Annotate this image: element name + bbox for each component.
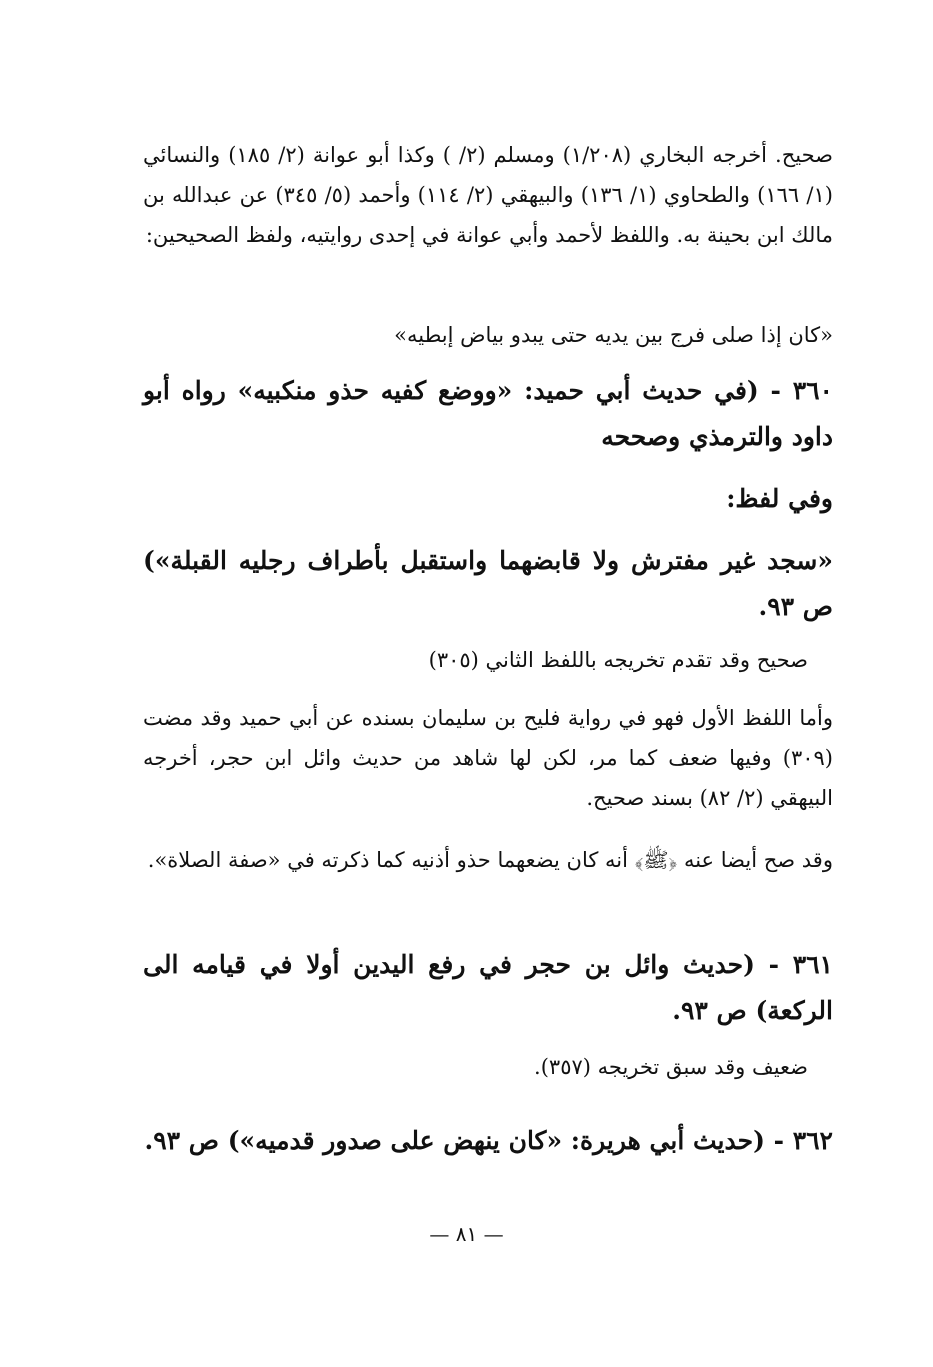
hadith-362: ٣٦٢ - (حديث أبي هريرة: «كان ينهض على صدور قدميه») ص ٩٣. <box>144 1126 833 1155</box>
takhrij-360: صحيح وقد تقدم تخريجه باللفظ الثاني (٣٠٥) <box>428 648 808 672</box>
wa-fi-lafz: وفي لفظ: <box>726 484 833 513</box>
quote-sahihain: «كان إذا صلى فرج بين يديه حتى يبدو بياض إبطيه» <box>394 323 833 347</box>
hadith-360: ٣٦٠ - (في حديث أبي حميد: «ووضع كفيه حذو منكبيه» رواه أبو داود والترمذي وصححه <box>143 376 833 451</box>
page-number: — ٨١ — <box>429 1222 504 1246</box>
takhrij-paragraph-bukhari: صحيح. أخرجه البخاري (١/٢٠٨) ومسلم (٢/ ) وكذا أبو عوانة (٢/ ١٨٥) والنسائي (١/ ١٦٦) والطحاوي (١/ ١٣٦) والبيهقي (٢/ ١١٤) وأحمد (٥/ ٣٤٥) عن عبدالله بن مالك ابن بحينة به. واللفظ لأحمد وأبي عوانة في إحدى روايتيه، ولفظ الصحيحين: <box>143 143 833 247</box>
commentary-udhunayh: وقد صح أيضا عنه ﴿ﷺ﴾ أنه كان يضعهما حذو أذنيه كما ذكرته في «صفة الصلاة». <box>147 848 833 872</box>
hadith-360-second-wording: «سجد غير مفترش ولا قابضهما واستقبل بأطراف رجليه القبلة») ص ٩٣. <box>143 546 833 621</box>
takhrij-361: ضعيف وقد سبق تخريجه (٣٥٧). <box>534 1055 808 1079</box>
hadith-361: ٣٦١ - (حديث وائل بن حجر في رفع اليدين أولا في قيامه الى الركعة) ص ٩٣. <box>143 950 833 1025</box>
commentary-first-wording: وأما اللفظ الأول فهو في رواية فليح بن سليمان بسنده عن أبي حميد وقد مضت (٣٠٩) وفيها ضعف كما مر، لكن لها شاهد من حديث وائل ابن حجر، أخرجه البيهقي (٢/ ٨٢) بسند صحيح. <box>143 706 833 810</box>
